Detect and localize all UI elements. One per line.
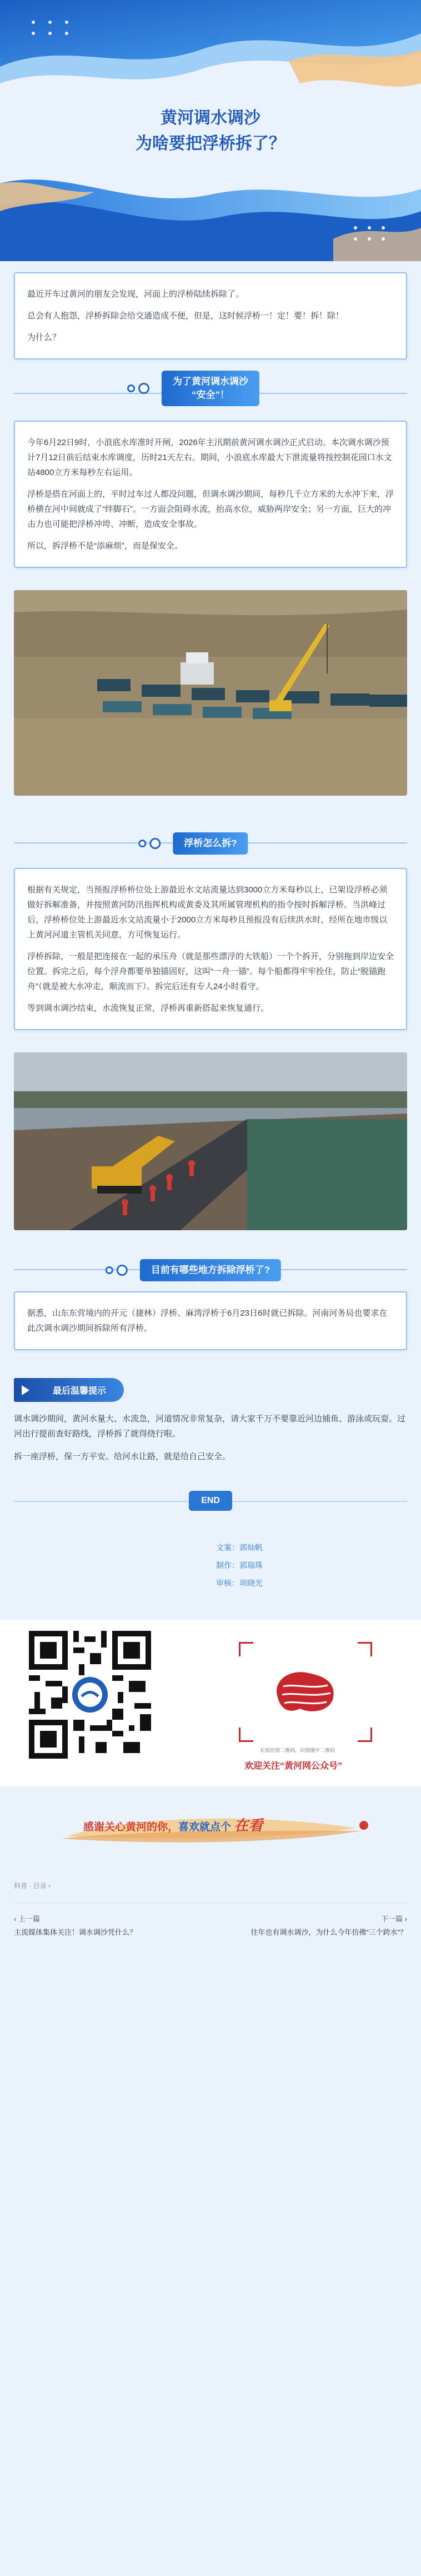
title-line-1: 黄河调水调沙 xyxy=(161,109,260,127)
topic-tag[interactable]: 科普 · 目录 › xyxy=(14,1882,51,1890)
photo-excavator-bridge xyxy=(14,1052,407,1230)
tips-badge xyxy=(14,1378,124,1402)
section-1-card xyxy=(14,421,407,568)
banner-text-1: 感谢关心黄河的你， xyxy=(83,1821,179,1833)
credit-author: 文案：郭灿帆 xyxy=(216,1543,263,1552)
prev-article-link[interactable] xyxy=(14,1913,203,1938)
dots-icon xyxy=(138,838,161,849)
page-title xyxy=(0,106,421,157)
tips-paragraph: 拆一座浮桥，保一方平安。给河水让路，就是给自己安全。 xyxy=(14,1452,231,1461)
section-2-card xyxy=(14,868,407,1030)
banner-text-2: 喜欢就点个 xyxy=(178,1821,232,1833)
prev-title: 主流媒体集体关注！调水调沙凭什么？ xyxy=(14,1928,137,1936)
credit-reviewer: 审核：项晓光 xyxy=(216,1579,263,1587)
qr-code[interactable] xyxy=(29,1631,151,1759)
tips-paragraph: 调水调沙期间，黄河水量大、水流急，河道情况非常复杂，请大家千万不要靠近河边捕鱼、游泳或玩耍。过河出行提前查好路线，浮桥拆了就得绕行啦。 xyxy=(14,1414,406,1439)
section-2-header xyxy=(14,818,407,868)
play-icon xyxy=(22,1385,29,1395)
section-2-paragraph: 浮桥拆除，一般是把连接在一起的承压舟（就是那些漂浮的大铁船）一个个拆开，分别拖到岸边安全位置。拆完之后，每个浮舟都要单独锚固好，这叫“一舟一锚”。每个船都得牢牢拴住，防止“脱锚跑舟”（就是被大水冲走，顺流而下）。拆完后还有专人24小时看守。 xyxy=(27,952,394,991)
zaikan-button[interactable]: 在看 xyxy=(234,1817,263,1834)
dots-icon xyxy=(127,383,149,394)
credits xyxy=(14,1539,407,1592)
qr-follow-area xyxy=(0,1620,421,1786)
next-title: 往年也有调水调沙，为什么今年仿佛“三个跨水”？ xyxy=(250,1928,407,1936)
title-line-2: 为啥要把浮桥拆了？ xyxy=(136,134,285,153)
section-1-paragraph: 浮桥是搭在河面上的，平时过车过人都没问题，但调水调沙期间，每秒几千立方米的大水冲下来，浮桥横在河中间就成了“绊脚石”。一方面会阻碍水流，抬高水位，威胁两岸安全；另一方面，巨大的冲击力也可能把浮桥冲垮、冲断，造成安全事故。 xyxy=(27,490,394,529)
end-label: END xyxy=(189,1491,232,1511)
section-3-title-text: 目前有哪些地方拆除浮桥了? xyxy=(151,1265,270,1275)
section-1-title-line-2: “安全”！ xyxy=(192,390,229,400)
photo-floating-bridge-dismantle xyxy=(14,590,407,796)
intro-paragraph: 总会有人抱怨，浮桥拆除会给交通造成不便，但是，这时候浮桥一！定！要！拆！除！ xyxy=(27,311,344,321)
section-1-paragraph: 所以，拆浮桥不是“添麻烦”，而是保安全。 xyxy=(27,541,183,551)
section-1-header xyxy=(14,360,407,421)
section-1-title-line-1: 为了黄河调水调沙 xyxy=(173,376,248,387)
tips-header xyxy=(14,1367,407,1411)
follow-text: 欢迎关注“黄河网公众号” xyxy=(244,1761,343,1771)
section-3-title xyxy=(140,1259,281,1281)
tips-body xyxy=(14,1411,407,1464)
section-2-title xyxy=(173,832,248,855)
section-2-paragraph: 根据有关规定，当预报浮桥桥位处上游最近水文站流量达到3000立方米每秒以上，已架设浮桥必须做好拆解准备，并按照黄河防汛指挥机构或黄委及其所属管理机构的指令按时拆解浮桥。当洪峰过后，浮桥桥位处上游最近水文站流量小于2000立方米每秒且预报没有后续洪水时，经所在地市级以上黄河河道主管机关同意，方可恢复运行。 xyxy=(27,885,388,940)
prev-label: ‹ 上一篇 xyxy=(14,1915,40,1923)
credit-producer: 制作：郭瑞珠 xyxy=(216,1561,263,1570)
follow-subtext: 长按识别二维码，识别图中二维码 xyxy=(260,1748,335,1753)
hero-header xyxy=(0,0,421,261)
dots-icon xyxy=(106,1265,128,1276)
section-3-card xyxy=(14,1291,407,1350)
article-footer xyxy=(0,1881,421,1960)
next-label: 下一篇 › xyxy=(381,1915,407,1923)
next-article-link[interactable] xyxy=(218,1913,407,1938)
intro-paragraph: 最近开车过黄河的朋友会发现，河面上的浮桥陆续拆除了。 xyxy=(27,289,244,299)
section-3-header xyxy=(14,1252,407,1291)
section-1-title xyxy=(162,371,259,406)
thanks-banner[interactable] xyxy=(0,1798,421,1848)
intro-card xyxy=(14,272,407,360)
section-2-paragraph: 等到调水调沙结束，水流恢复正常，浮桥再重新搭起来恢复通行。 xyxy=(27,1004,269,1013)
tips-title: 最后温馨提示 xyxy=(53,1386,107,1396)
section-3-paragraph: 据悉，山东东营境内的开元（捷林）浮桥、麻湾浮桥于6月23日6时就已拆除。河南河务局也要求在此次调水调沙期间拆除所有浮桥。 xyxy=(27,1309,388,1333)
section-1-paragraph: 今年6月22日9时，小浪底水库准时开闸，2026年主汛期前黄河调水调沙正式启动。本次调水调沙预计7月12日前后结束水库调度，历时21天左右。期间，小浪底水库最大下泄流量将按控制花园口水文站4800立方米每秒左右运用。 xyxy=(27,438,392,477)
content xyxy=(0,272,421,1592)
section-2-title-text: 浮桥怎么拆? xyxy=(184,838,237,848)
intro-paragraph: 为什么？ xyxy=(27,333,61,342)
prev-next-nav xyxy=(14,1903,407,1938)
yellow-river-logo xyxy=(239,1642,372,1742)
end-marker xyxy=(14,1472,407,1533)
banner-text xyxy=(83,1814,263,1835)
